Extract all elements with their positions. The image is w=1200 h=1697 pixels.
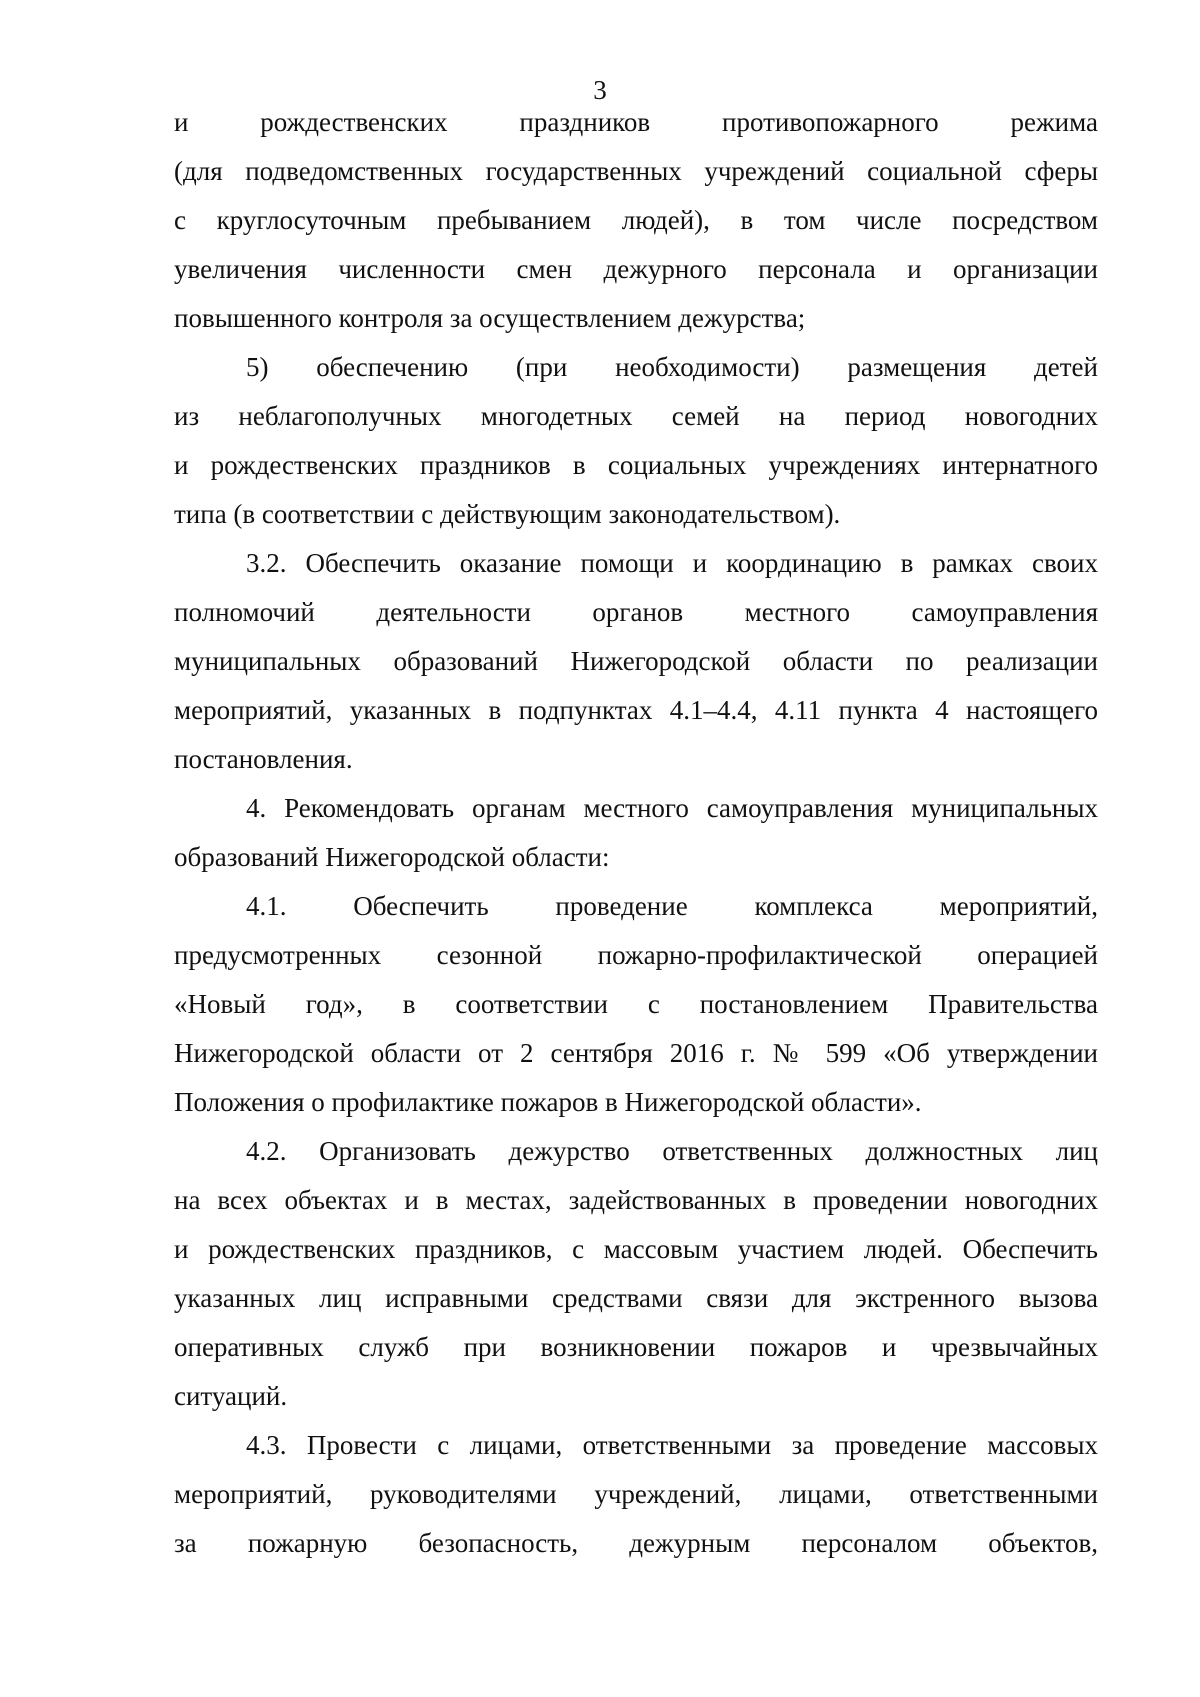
page-number: 3 [593, 75, 607, 105]
text-line: 3.2. Обеспечить оказание помощи и координацию в рамках своих [246, 548, 1098, 578]
text-line: ситуаций. [174, 1381, 288, 1411]
text-line: 4.1. Обеспечить проведение комплекса мероприятий, [246, 891, 1098, 921]
text-line: полномочий деятельности органов местного самоуправления [174, 597, 1098, 627]
text-line: увеличения численности смен дежурного персонала и организации [174, 254, 1098, 284]
text-line: 4.2. Организовать дежурство ответственных должностных лиц [246, 1136, 1098, 1166]
text-line: «Новый год», в соответствии с постановлением Правительства [174, 989, 1098, 1019]
text-line: постановления. [174, 744, 353, 774]
text-line: и рождественских праздников, с массовым участием людей. Обеспечить [174, 1234, 1098, 1264]
text-line: 4. Рекомендовать органам местного самоуправления муниципальных [246, 793, 1098, 823]
text-line: оперативных служб при возникновении пожаров и чрезвычайных [174, 1332, 1098, 1362]
text-line: за пожарную безопасность, дежурным персоналом объектов, [174, 1528, 1098, 1558]
text-line: образований Нижегородской области: [174, 842, 610, 872]
text-line: 4.3. Провести с лицами, ответственными за проведение массовых [246, 1430, 1098, 1460]
text-line: Нижегородской области от 2 сентября 2016 г. № 599 «Об утверждении [174, 1038, 1098, 1068]
text-line: и рождественских праздников противопожарного режима [174, 107, 1098, 137]
text-line: указанных лиц исправными средствами связи для экстренного вызова [174, 1283, 1098, 1313]
text-line: из неблагополучных многодетных семей на период новогодних [174, 401, 1098, 431]
text-line: с круглосуточным пребыванием людей), в том числе посредством [174, 205, 1098, 235]
text-line: на всех объектах и в местах, задействованных в проведении новогодних [174, 1185, 1098, 1215]
text-line: 5) обеспечению (при необходимости) размещения детей [246, 352, 1098, 382]
text-line: мероприятий, указанных в подпунктах 4.1–4.4, 4.11 пункта 4 настоящего [174, 695, 1098, 725]
text-line: муниципальных образований Нижегородской области по реализации [174, 646, 1098, 676]
text-line: Положения о профилактике пожаров в Нижегородской области». [174, 1087, 922, 1117]
text-line: повышенного контроля за осуществлением дежурства; [174, 303, 806, 333]
text-line: типа (в соответствии с действующим законодательством). [174, 499, 841, 529]
text-line: и рождественских праздников в социальных учреждениях интернатного [174, 450, 1098, 480]
text-line: мероприятий, руководителями учреждений, лицами, ответственными [174, 1479, 1098, 1509]
text-line: предусмотренных сезонной пожарно-профилактической операцией [174, 940, 1098, 970]
text-line: (для подведомственных государственных учреждений социальной сферы [174, 156, 1098, 186]
